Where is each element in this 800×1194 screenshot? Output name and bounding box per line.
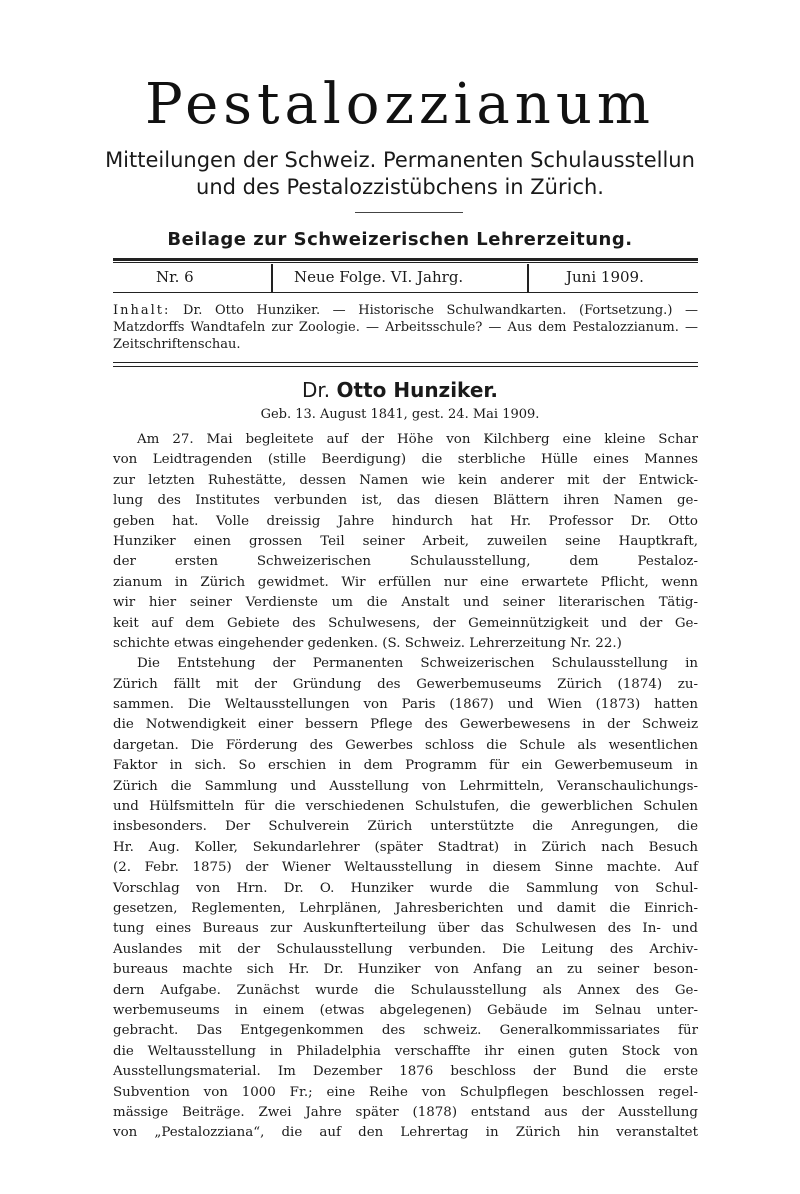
divider: [271, 264, 273, 292]
article-title: [0, 378, 800, 402]
text-line: von Leidtragenden (stille Beerdigung) die sterbliche Hülle eines Mannes: [113, 452, 698, 468]
text-line: Zürich die Sammlung und Ausstellung von Lehrmitteln, Veranschaulichungs-: [113, 778, 698, 794]
article-dates: Geb. 13. August 1841, gest. 24. Mai 1909.: [260, 407, 540, 422]
text-line: die Notwendigkeit einer bessern Pflege des Gewerbewesens in der Schweiz: [113, 717, 698, 733]
text-line: dern Aufgabe. Zunächst wurde die Schulausstellung als Annex des Ge-: [113, 982, 698, 998]
text-line: insbesonders. Der Schulverein Zürich unterstützte die Anregungen, die: [113, 819, 698, 835]
text-line: Hunziker einen grossen Teil seiner Arbeit, zuweilen seine Hauptkraft,: [113, 533, 698, 549]
text-line: und Hülfsmitteln für die verschiedenen Schulstufen, die gewerblichen Schulen: [113, 799, 698, 815]
text-line: werbemuseums in einem (etwas abgelegenen) Gebäude im Selnau unter-: [113, 1002, 698, 1018]
text-line: mässige Beiträge. Zwei Jahre später (1878) entstand aus der Ausstellung: [113, 1104, 698, 1120]
divider: [527, 264, 529, 292]
text-line: Am 27. Mai begleitete auf der Höhe von Kilchberg eine kleine Schar: [137, 432, 698, 447]
table-of-contents: [113, 302, 698, 353]
text-line: (2. Febr. 1875) der Wiener Weltausstellung in diesem Sinne machte. Auf: [113, 860, 698, 876]
contents-text: Dr. Otto Hunziker. — Historische Schulwandkarten. (Fortsetzung.) — Matzdorffs Wandtafeln zur Zoologie. — Arbeitsschule? — Aus dem Pestalozzianum. — Zeitschriftenschau.: [113, 303, 698, 352]
contents-label: Inhalt:: [113, 303, 171, 318]
text-line: zur letzten Ruhestätte, dessen Namen wie kein anderer mit der Entwick-: [113, 472, 698, 488]
article-title-prefix: Dr.: [302, 378, 331, 402]
text-line: tung eines Bureaus zur Auskunfterteilung über das Schulwesen des In- und: [113, 921, 698, 937]
divider: [113, 362, 698, 363]
issue-bar: [113, 264, 698, 290]
text-line: dargetan. Die Förderung des Gewerbes schloss die Schule als wesentlichen: [113, 737, 698, 753]
issue-number: Nr. 6: [156, 268, 194, 286]
text-line: keit auf dem Gebiete des Schulwesens, der Gemeinnützigkeit und der Ge-: [113, 615, 698, 631]
supplement-line: Beilage zur Schweizerischen Lehrerzeitung.: [167, 229, 633, 250]
text-line: bureaus machte sich Hr. Dr. Hunziker von Anfang an zu seiner beson-: [113, 962, 698, 978]
text-line: zianum in Zürich gewidmet. Wir erfüllen nur eine erwartete Pflicht, wenn: [113, 574, 698, 590]
masthead-title: Pestalozzianum: [144, 72, 656, 137]
text-line: Hr. Aug. Koller, Sekundarlehrer (später Stadtrat) in Zürich nach Besuch: [113, 839, 698, 855]
text-line: Vorschlag von Hrn. Dr. O. Hunziker wurde die Sammlung von Schul-: [113, 880, 698, 896]
subtitle-line-2: und des Pestalozzistübchens in Zürich.: [196, 175, 604, 199]
text-line: gebracht. Das Entgegenkommen des schweiz. Generalkommissariates für: [113, 1023, 698, 1039]
text-line: lung des Institutes verbunden ist, das diesen Blättern ihren Namen ge-: [113, 493, 698, 509]
text-line: gesetzen, Reglementen, Lehrplänen, Jahresberichten und damit die Einrich-: [113, 900, 698, 916]
text-line: sammen. Die Weltausstellungen von Paris (1867) und Wien (1873) hatten: [113, 697, 698, 713]
text-line: wir hier seiner Verdienste um die Anstalt und seiner literarischen Tätig-: [113, 595, 698, 611]
article-title-name: Otto Hunziker.: [336, 378, 498, 402]
text-line: von „Pestalozziana“, die auf den Lehrertag in Zürich hin veranstaltet: [113, 1125, 698, 1141]
text-line: Die Entstehung der Permanenten Schweizerischen Schulausstellung in: [137, 656, 698, 672]
text-line: Subvention von 1000 Fr.; eine Reihe von Schulpflegen beschlossen regel-: [113, 1084, 698, 1100]
text-line: der ersten Schweizerischen Schulausstellung, dem Pestaloz-: [113, 554, 698, 570]
text-line: geben hat. Volle dreissig Jahre hindurch hat Hr. Professor Dr. Otto: [113, 513, 698, 529]
subtitle-line-1: Mitteilungen der Schweiz. Permanenten Schulausstellun: [105, 148, 695, 172]
issue-date: Juni 1909.: [566, 268, 644, 286]
text-line: Auslandes mit der Schulausstellung verbunden. Die Leitung des Archiv-: [113, 941, 698, 957]
text-line: die Weltausstellung in Philadelphia verschaffte ihr einen guten Stock von: [113, 1043, 698, 1059]
divider: [113, 262, 698, 263]
divider: [113, 292, 698, 293]
divider: [355, 212, 463, 213]
text-line: Faktor in sich. So erschien in dem Programm für ein Gewerbemuseum in: [113, 758, 698, 774]
text-line: schichte etwas eingehender gedenken. (S. Schweiz. Lehrerzeitung Nr. 22.): [113, 635, 622, 651]
text-line: Ausstellungsmaterial. Im Dezember 1876 beschloss der Bund die erste: [113, 1064, 698, 1080]
issue-series: Neue Folge. VI. Jahrg.: [294, 268, 464, 286]
divider: [113, 258, 698, 261]
divider: [113, 366, 698, 367]
article-body: [113, 430, 698, 1144]
text-line: Zürich fällt mit der Gründung des Gewerbemuseums Zürich (1874) zu-: [113, 676, 698, 692]
